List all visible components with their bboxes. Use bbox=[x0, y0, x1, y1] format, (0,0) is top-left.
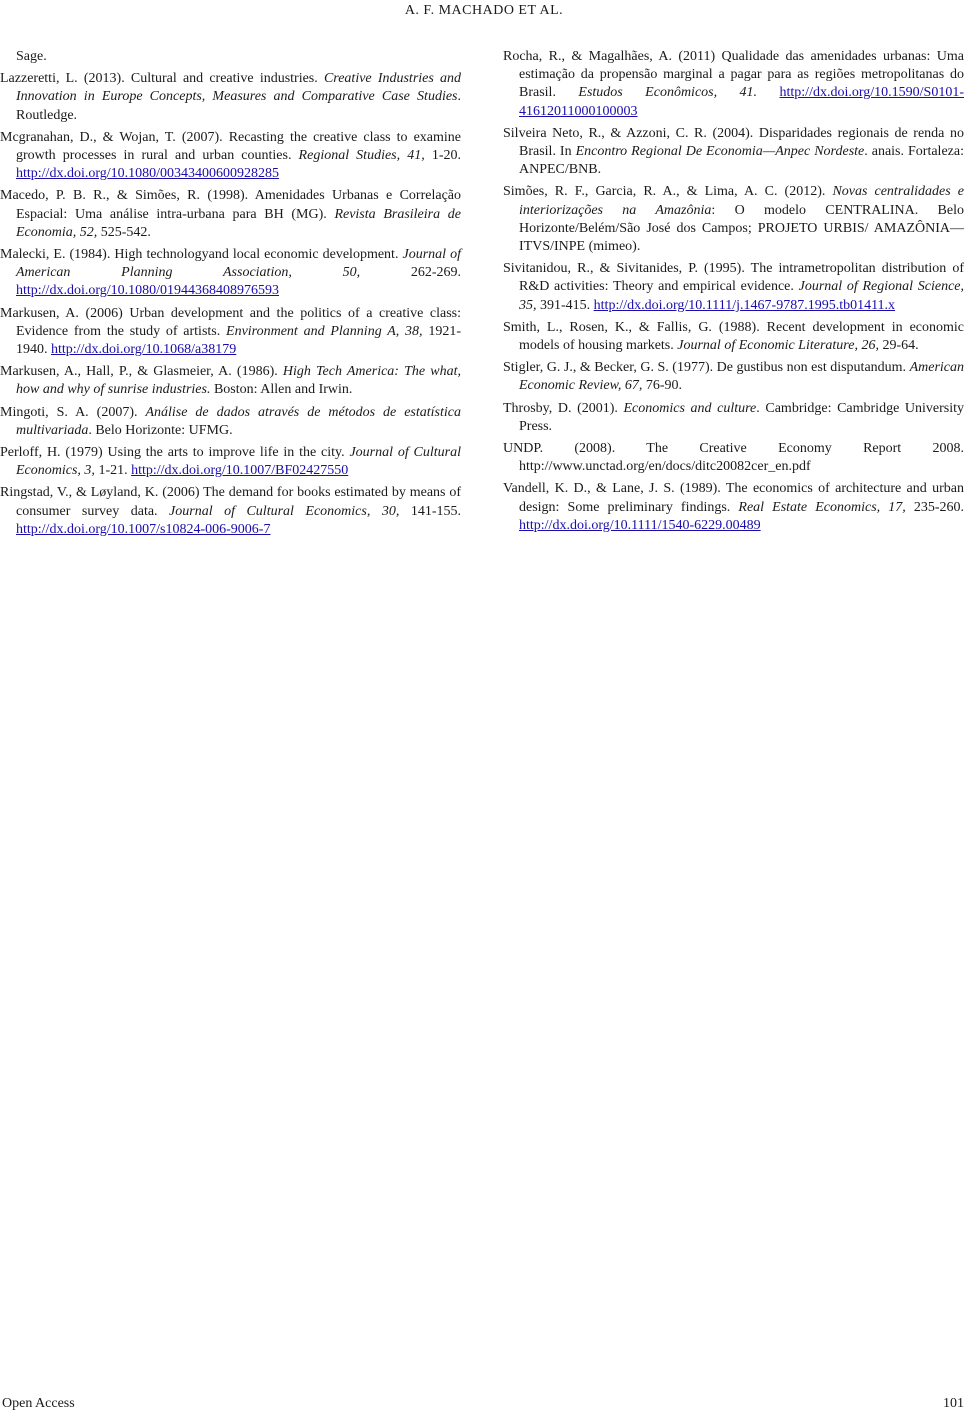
ref-source: Journal of American Planning Association, 50, bbox=[16, 247, 461, 281]
ref-details: 1921-1940. bbox=[16, 323, 462, 358]
reference-item bbox=[503, 480, 964, 535]
ref-details: 235-260. bbox=[905, 499, 965, 515]
reference-item bbox=[0, 444, 461, 480]
running-head: A. F. MACHADO ET AL. bbox=[404, 3, 564, 18]
ref-details: . Cambridge: Cambridge University Press. bbox=[519, 400, 964, 434]
ref-source: Environment and Planning A, 38, bbox=[226, 323, 423, 339]
ref-text: Mingoti, S. A. (2007). bbox=[0, 404, 146, 420]
ref-source: Journal of Cultural Economics, 30, bbox=[169, 503, 400, 519]
ref-details: 29-64. bbox=[878, 338, 919, 354]
ref-source: Encontro Regional De Economia—Anpec Nordeste bbox=[575, 144, 865, 160]
doi-link[interactable]: http://dx.doi.org/10.1590/S0101-41612011000100003 bbox=[519, 85, 964, 119]
reference-item bbox=[0, 129, 461, 184]
ref-source: Estudos Econômicos, 41. bbox=[578, 85, 758, 101]
reference-item bbox=[503, 125, 964, 180]
ref-source: Journal of Regional Science, 35, bbox=[519, 279, 965, 313]
ref-text: Markusen, A., Hall, P., & Glasmeier, A. (1986). bbox=[0, 364, 283, 380]
reference-item bbox=[503, 440, 964, 476]
reference-item bbox=[503, 183, 964, 256]
ref-source: American Economic Review, 67, bbox=[519, 360, 964, 394]
ref-details: 391-415. bbox=[536, 297, 594, 313]
ref-source: Regional Studies, 41, bbox=[298, 148, 425, 164]
ref-text: Mcgranahan, D., & Wojan, T. (2007). Recasting the creative class to examine growth processes in rural and urban counties. bbox=[0, 129, 461, 164]
ref-text: Silveira Neto, R., & Azzoni, C. R. (2004). Disparidades regionais de renda no Brasil. In bbox=[503, 125, 964, 160]
reference-item bbox=[0, 48, 461, 66]
references-left-column bbox=[0, 48, 461, 543]
references-right-column bbox=[503, 48, 964, 539]
doi-link[interactable]: http://dx.doi.org/10.1068/a38179 bbox=[51, 342, 237, 358]
ref-source: Revista Brasileira de Economia, 52, bbox=[16, 206, 461, 240]
reference-item bbox=[0, 404, 461, 440]
ref-details: 141-155. bbox=[399, 503, 461, 519]
doi-link[interactable]: http://dx.doi.org/10.1111/j.1467-9787.1995.tb01411.x bbox=[593, 297, 896, 313]
ref-source: High Tech America: The what, how and why of sunrise industries. bbox=[16, 364, 462, 398]
reference-item bbox=[0, 70, 461, 125]
ref-source: Journal of Cultural Economics, 3, bbox=[16, 445, 461, 479]
reference-item bbox=[503, 319, 964, 355]
ref-text: Simões, R. F., Garcia, R. A., & Lima, A. C. (2012). bbox=[503, 184, 833, 200]
ref-details: Boston: Allen and Irwin. bbox=[210, 382, 353, 398]
page-number: 101 bbox=[943, 1396, 964, 1411]
ref-details: . anais. Fortaleza: ANPEC/BNB. bbox=[519, 144, 964, 178]
doi-link[interactable]: http://dx.doi.org/10.1080/00343400600928285 bbox=[16, 166, 280, 182]
reference-item bbox=[0, 246, 461, 301]
reference-item bbox=[503, 260, 964, 315]
ref-text: Malecki, E. (1984). High technologyand local economic development. bbox=[0, 247, 403, 263]
ref-text: Sivitanidou, R., & Sivitanides, P. (1995). The intrametropolitan distribution of R&D activities: Theory and empirical evidence. bbox=[503, 261, 964, 295]
footer-open-access: Open Access bbox=[2, 1396, 75, 1411]
ref-details: 1-21. bbox=[94, 463, 132, 479]
ref-text: Throsby, D. (2001). bbox=[503, 400, 624, 416]
ref-source: Economics and culture bbox=[623, 400, 757, 416]
ref-details: 76-90. bbox=[642, 378, 683, 394]
ref-text: Rocha, R., & Magalhães, A. (2011) Qualidade das amenidades urbanas: Uma estimação da propensão marginal a pagar para as regiões metropolitanas do Brasil. bbox=[503, 49, 964, 101]
ref-text: Sage. bbox=[16, 49, 47, 64]
ref-source: Creative Industries and Innovation in Europe Concepts, Measures and Comparative Case Studies bbox=[16, 71, 462, 105]
ref-details: 1-20. bbox=[424, 148, 461, 164]
ref-details: . Belo Horizonte: UFMG. bbox=[88, 422, 233, 438]
ref-text: Stigler, G. J., & Becker, G. S. (1977). De gustibus non est disputandum. bbox=[503, 360, 910, 376]
ref-details: 525-542. bbox=[97, 224, 151, 240]
ref-details: : O modelo CENTRALINA. Belo Horizonte/Belém/São José dos Campos; PROJETO URBIS/ AMAZÔNIA—ITVS/INPE (mimeo). bbox=[519, 202, 964, 255]
ref-source: Análise de dados através de métodos de estatística multivariada bbox=[16, 404, 461, 438]
ref-source: Novas centralidades e interiorizações na Amazônia bbox=[519, 184, 965, 218]
reference-item bbox=[503, 359, 964, 395]
reference-item bbox=[0, 305, 461, 360]
ref-details: 262-269. bbox=[360, 265, 461, 281]
doi-link[interactable]: http://dx.doi.org/10.1007/BF02427550 bbox=[131, 463, 349, 479]
reference-item bbox=[0, 187, 461, 242]
ref-text: Lazzeretti, L. (2013). Cultural and creative industries. bbox=[0, 71, 324, 87]
ref-text: Macedo, P. B. R., & Simões, R. (1998). Amenidades Urbanas e Correlação Espacial: Uma análise intra-urbana para BH (MG). bbox=[0, 188, 461, 222]
reference-item bbox=[503, 48, 964, 121]
reference-item bbox=[0, 484, 461, 539]
ref-details bbox=[757, 85, 779, 100]
reference-item bbox=[503, 400, 964, 436]
ref-details: . Routledge. bbox=[16, 89, 461, 123]
reference-item bbox=[0, 363, 461, 399]
ref-text: Vandell, K. D., & Lane, J. S. (1989). The economics of architecture and urban design: Some preliminary findings. bbox=[503, 481, 964, 515]
doi-link[interactable]: http://dx.doi.org/10.1111/1540-6229.00489 bbox=[519, 517, 761, 533]
ref-text: Markusen, A. (2006) Urban development and the politics of a creative class: Evidence from the study of artists. bbox=[0, 305, 461, 339]
ref-text: Smith, L., Rosen, K., & Fallis, G. (1988). Recent development in economic models of housing markets. bbox=[503, 319, 964, 354]
ref-text: Ringstad, V., & Løyland, K. (2006) The demand for books estimated by means of consumer survey data. bbox=[0, 485, 461, 519]
ref-source: Real Estate Economics, 17, bbox=[738, 499, 906, 515]
ref-source: Journal of Economic Literature, 26, bbox=[677, 338, 879, 354]
ref-text: Perloff, H. (1979) Using the arts to improve life in the city. bbox=[0, 445, 350, 461]
doi-link[interactable]: http://dx.doi.org/10.1007/s10824-006-9006-7 bbox=[16, 521, 271, 537]
ref-text: UNDP. (2008). The Creative Economy Report 2008. http://www.unctad.org/en/docs/ditc20082cer_en.pdf bbox=[503, 441, 964, 475]
doi-link[interactable]: http://dx.doi.org/10.1080/01944368408976593 bbox=[16, 283, 280, 299]
